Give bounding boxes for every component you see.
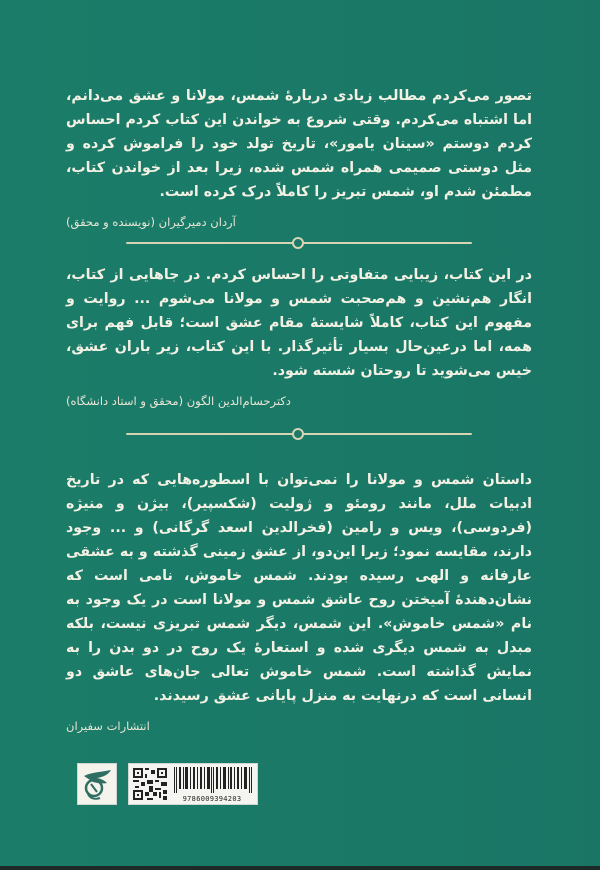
blurb-3 xyxy=(66,468,532,738)
blurb-3-attribution: انتشارات سفیران xyxy=(66,719,150,733)
barcode-bars xyxy=(173,767,253,793)
divider-ring-icon xyxy=(292,428,304,440)
isbn-number: 9786009394203 xyxy=(169,795,255,803)
qr-code-icon xyxy=(133,768,167,800)
ornamental-divider xyxy=(126,428,472,440)
cover-bottom-edge xyxy=(0,866,600,870)
ornamental-divider xyxy=(126,237,472,249)
divider-ring-icon xyxy=(292,237,304,249)
blurb-2 xyxy=(66,263,532,413)
blurb-2-text: در این کتاب، زیبایی متفاوتی را احساس کردم. در جاهایی از کتاب، انگار هم‌نشین و هم‌صحبت شمس و مولانا می‌شوم ... روایت و مفهوم این کتاب، کاملاً شایستهٔ مقام عشق است؛ قابل فهم برای همه، اما درعین‌حال بسیار تأثیرگذار. با این کتاب، زیر باران عشق، خیس می‌شوید تا روحتان شسته شود. xyxy=(66,267,532,379)
blurb-1-attribution: آردان دمیرگیران (نویسنده و محقق) xyxy=(66,215,236,229)
isbn-barcode xyxy=(128,763,258,805)
blurb-2-attribution: دکترحسام‌الدین الگون (محقق و استاد دانشگاه) xyxy=(66,394,291,408)
blurb-1 xyxy=(66,84,532,234)
blurb-3-text: داستان شمس و مولانا را نمی‌توان با اسطوره‌هایی که در تاریخ ادبیات ملل، مانند رومئو و ژولیت (شکسپیر)، بیژن و منیژه (فردوسی)، ویس و رامین (فخرالدین اسعد گرگانی) و ... وجود دارند، مقایسه نمود؛ زیرا این‌دو، از عشق زمینی گذشته و به عشقی عارفانه و الهی رسیده بودند. شمس خاموش، نامی است که نشان‌دهندهٔ آمیختن روح عاشق شمس و مولانا است در یک وجود به نام «شمس خاموش». این شمس، دیگر شمس تبریزی نیست، بلکه مبدل به شمس دیگری شده و استعارهٔ یک روح در دو بدن را به نمایش گذاشته است. شمس خاموش تعالی جان‌های عاشق دو انسانی است که درنهایت به منزل پایانی عشق رسیدند. xyxy=(66,472,532,704)
publisher-logo xyxy=(77,763,117,805)
blurb-1-text: تصور می‌کردم مطالب زیادی دربارهٔ شمس، مولانا و عشق می‌دانم، اما اشتباه می‌کردم. وقتی شروع به خواندن این کتاب کردم احساس کردم دوستم «سینان یامور»، تاریخ تولد خود را فراموش کرده و مثل دوستی صمیمی همراه شمس شده، زیرا بعد از خواندن کتاب، مطمئن شدم او، شمس تبریز را کاملاً درک کرده است. xyxy=(66,88,532,200)
winged-emblem-icon xyxy=(78,764,116,804)
